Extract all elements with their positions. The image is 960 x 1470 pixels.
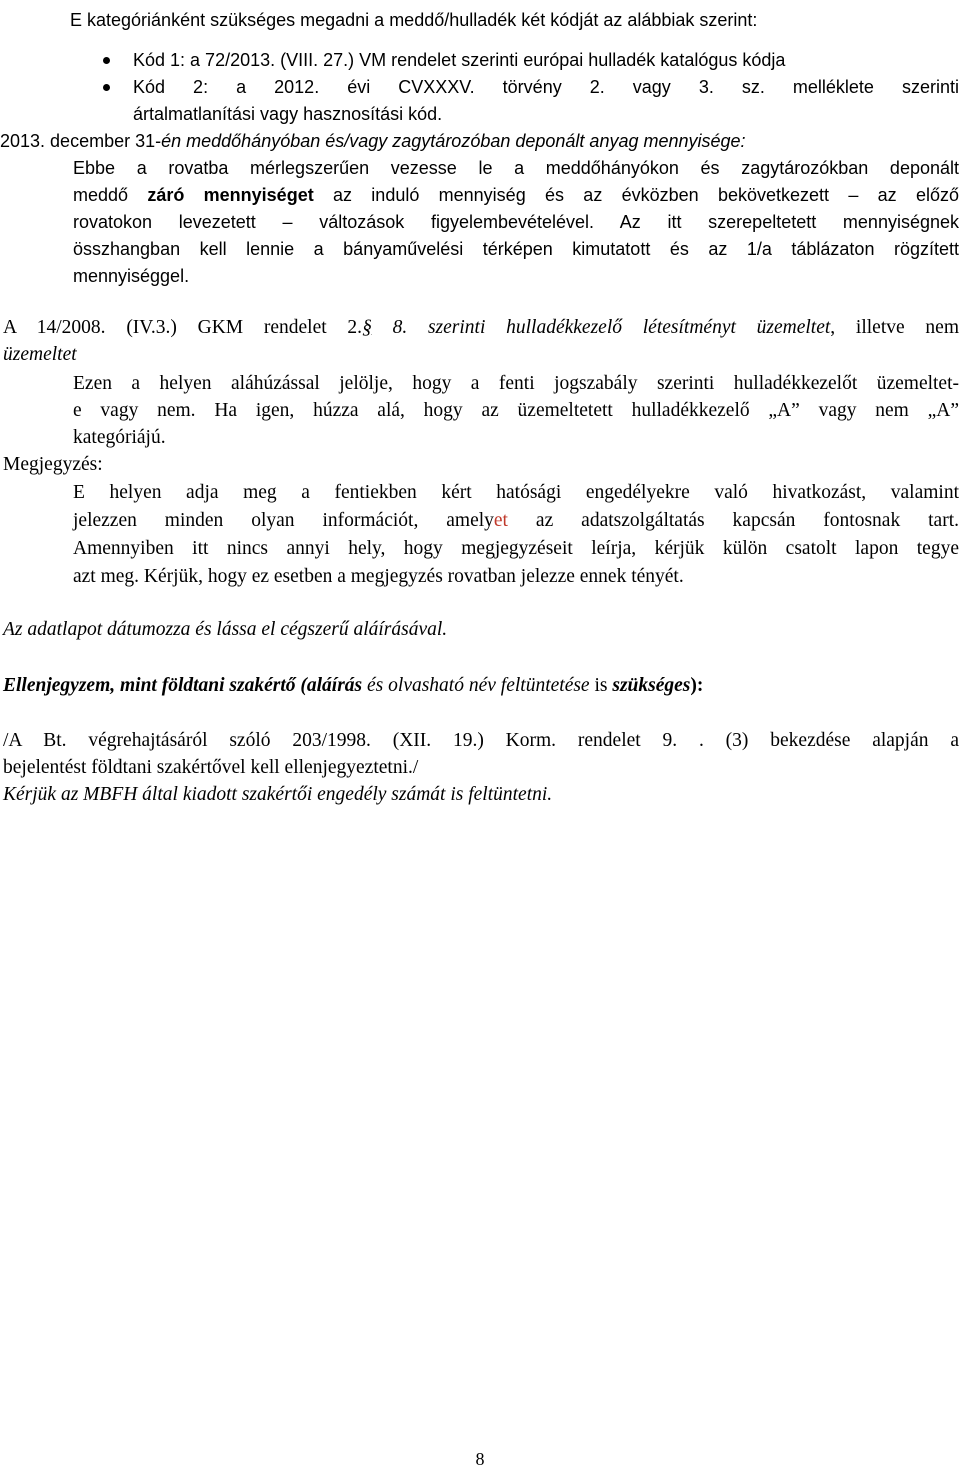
- intro-text: E kategóriánként szükséges megadni a meddő/hulladék két kódját az alábbiak szerint:: [70, 10, 758, 30]
- section-2013-paragraph-line-2: meddő záró mennyiséget az induló mennyiség és az évközben bekövetkezett – az előző: [73, 185, 959, 205]
- bullet-icon: [103, 84, 110, 91]
- section-gkm-paragraph-line-2: e vagy nem. Ha igen, húzza alá, hogy az üzemeltetett hulladékkezelő „A” vagy nem „A”: [73, 400, 959, 421]
- section-gkm-heading-line-1: A 14/2008. (IV.3.) GKM rendelet 2.§ 8. szerinti hulladékkezelő létesítményt üzemeltet, illetve nem: [3, 317, 959, 338]
- bullet-item-2-line-2: ártalmatlanítási vagy hasznosítási kód.: [133, 104, 443, 124]
- section-2013-paragraph-line-1: Ebbe a rovatba mérlegszerűen vezesse le a meddőhányókon és zagytározókban deponált: [73, 158, 959, 178]
- notes-line-4: azt meg. Kérjük, hogy ez esetben a megjegyzés rovatban jelezze ennek tényét.: [73, 566, 684, 587]
- section-gkm-heading-line-2: üzemeltet: [3, 344, 77, 365]
- countersign-line: Ellenjegyzem, mint földtani szakértő (aláírás és olvasható név feltüntetése is szükséges):: [3, 675, 704, 696]
- section-gkm-paragraph-line-3: kategóriájú.: [73, 427, 166, 448]
- law-note-line-2: bejelentést földtani szakértővel kell ellenjegyeztetni./: [3, 757, 419, 778]
- section-2013-paragraph-line-3: rovatokon levezetett – változások figyelembevételével. Az itt szerepeltetett mennyiségnek: [73, 212, 959, 232]
- section-2013-heading: 2013. december 31-én meddőhányóban és/vagy zagytározóban deponált anyag mennyisége:: [0, 131, 746, 151]
- bullet-icon: [103, 57, 110, 64]
- section-2013-paragraph-line-4: összhangban kell lennie a bányaművelési térképen kimutatott és az 1/a táblázaton rögzített: [73, 239, 959, 259]
- bullet-item-2-line-1: Kód 2: a 2012. évi CVXXXV. törvény 2. vagy 3. sz. melléklete szerinti: [133, 77, 959, 97]
- bullet-item-1: Kód 1: a 72/2013. (VIII. 27.) VM rendelet szerinti európai hulladék katalógus kódja: [133, 50, 786, 70]
- notes-line-2: jelezzen minden olyan információt, amelyet az adatszolgáltatás kapcsán fontosnak tart.: [73, 510, 959, 531]
- section-gkm-paragraph-line-1: Ezen a helyen aláhúzással jelölje, hogy a fenti jogszabály szerinti hulladékkezelőt üzemeltet-: [73, 373, 959, 394]
- law-note-line-1: /A Bt. végrehajtásáról szóló 203/1998. (XII. 19.) Korm. rendelet 9. . (3) bekezdése alapján a: [3, 730, 959, 751]
- notes-line-3: Amennyiben itt nincs annyi hely, hogy megjegyzéseit leírja, kérjük külön csatolt lapon tegye: [73, 538, 959, 559]
- signature-note: Az adatlapot dátumozza és lássa el cégszerű aláírásával.: [3, 619, 448, 640]
- page-number: 8: [475, 1449, 485, 1469]
- section-2013-paragraph-line-5: mennyiséggel.: [73, 266, 190, 286]
- notes-line-1: E helyen adja meg a fentiekben kért hatósági engedélyekre való hivatkozást, valamint: [73, 482, 959, 503]
- notes-heading: Megjegyzés:: [3, 454, 103, 475]
- law-note-line-3: Kérjük az MBFH által kiadott szakértői engedély számát is feltüntetni.: [3, 784, 553, 805]
